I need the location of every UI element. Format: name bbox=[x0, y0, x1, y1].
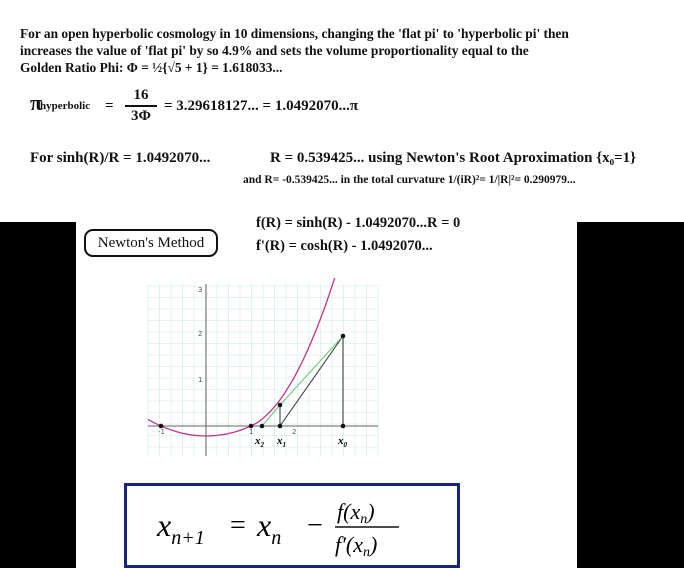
formula-denominator: f′(xn) bbox=[335, 532, 378, 560]
intro-line-1: For an open hyperbolic cosmology in 10 dimensions, changing the 'flat pi' to 'hyperbolic pi' then bbox=[20, 26, 569, 41]
right-black-bar bbox=[577, 222, 684, 568]
curvature-line: and R= -0.539425... in the total curvature 1/(iR)²= 1/|R|²= 0.290979... bbox=[243, 174, 576, 186]
point-f-x0 bbox=[341, 334, 346, 339]
point-root bbox=[249, 424, 254, 429]
pi-symbol: π bbox=[30, 90, 43, 115]
formula-lhs: $x_{n+1}$ bbox=[157, 507, 205, 549]
point-x2 bbox=[260, 424, 265, 429]
pi-fraction bbox=[125, 87, 157, 125]
newton-method-graph bbox=[140, 278, 385, 463]
y-tick-2: 2 bbox=[198, 330, 203, 338]
formula-equals: = bbox=[230, 510, 246, 541]
newton-formula bbox=[127, 486, 457, 565]
x-tick-neg1: -1 bbox=[158, 428, 165, 436]
formula-xn: $x_n$ bbox=[257, 507, 282, 549]
x-tick-2: 2 bbox=[292, 428, 297, 436]
y-tick-3: 3 bbox=[198, 286, 203, 294]
sinh-equation: For sinh(R)/R = 1.0492070... bbox=[30, 150, 211, 166]
pi-numerator: 16 bbox=[125, 87, 157, 107]
formula-minus: − bbox=[307, 510, 323, 541]
point-x1 bbox=[278, 424, 283, 429]
intro-paragraph bbox=[20, 25, 660, 76]
label-x0: $x_0$ bbox=[338, 435, 347, 449]
label-x1: $x_1$ bbox=[277, 435, 286, 449]
pi-subscript: hyperbolic bbox=[40, 100, 91, 112]
derivative-equation: f'(R) = cosh(R) - 1.0492070... bbox=[256, 238, 433, 254]
newton-formula-box bbox=[124, 483, 460, 568]
function-equation: f(R) = sinh(R) - 1.0492070...R = 0 bbox=[256, 215, 461, 231]
pi-rhs: = 3.29618127... = 1.0492070...π bbox=[164, 98, 359, 114]
point-f-x1 bbox=[278, 403, 283, 408]
point-neg-root bbox=[159, 424, 164, 429]
x-tick-1: 1 bbox=[249, 428, 254, 436]
intro-line-2: increases the value of 'flat pi' by so 4.9% and sets the volume proportionality equal to the bbox=[20, 43, 529, 58]
pi-denominator: 3Φ bbox=[131, 108, 151, 124]
y-tick-1: 1 bbox=[198, 376, 203, 384]
root-result: R = 0.539425... using Newton's Root Aproximation {x₀=1} bbox=[270, 150, 637, 166]
formula-numerator: f(xn) bbox=[337, 499, 375, 527]
label-x2: $x_2$ bbox=[255, 435, 264, 449]
left-black-bar bbox=[0, 222, 76, 568]
tangent-line-long bbox=[280, 336, 343, 405]
intro-line-3: Golden Ratio Phi: Φ = ½{√5 + 1} = 1.618033... bbox=[20, 60, 283, 75]
tangent-line bbox=[262, 405, 280, 426]
newton-method-label: Newton's Method bbox=[84, 229, 218, 257]
pi-equals: = bbox=[105, 98, 114, 114]
point-x0 bbox=[341, 424, 346, 429]
